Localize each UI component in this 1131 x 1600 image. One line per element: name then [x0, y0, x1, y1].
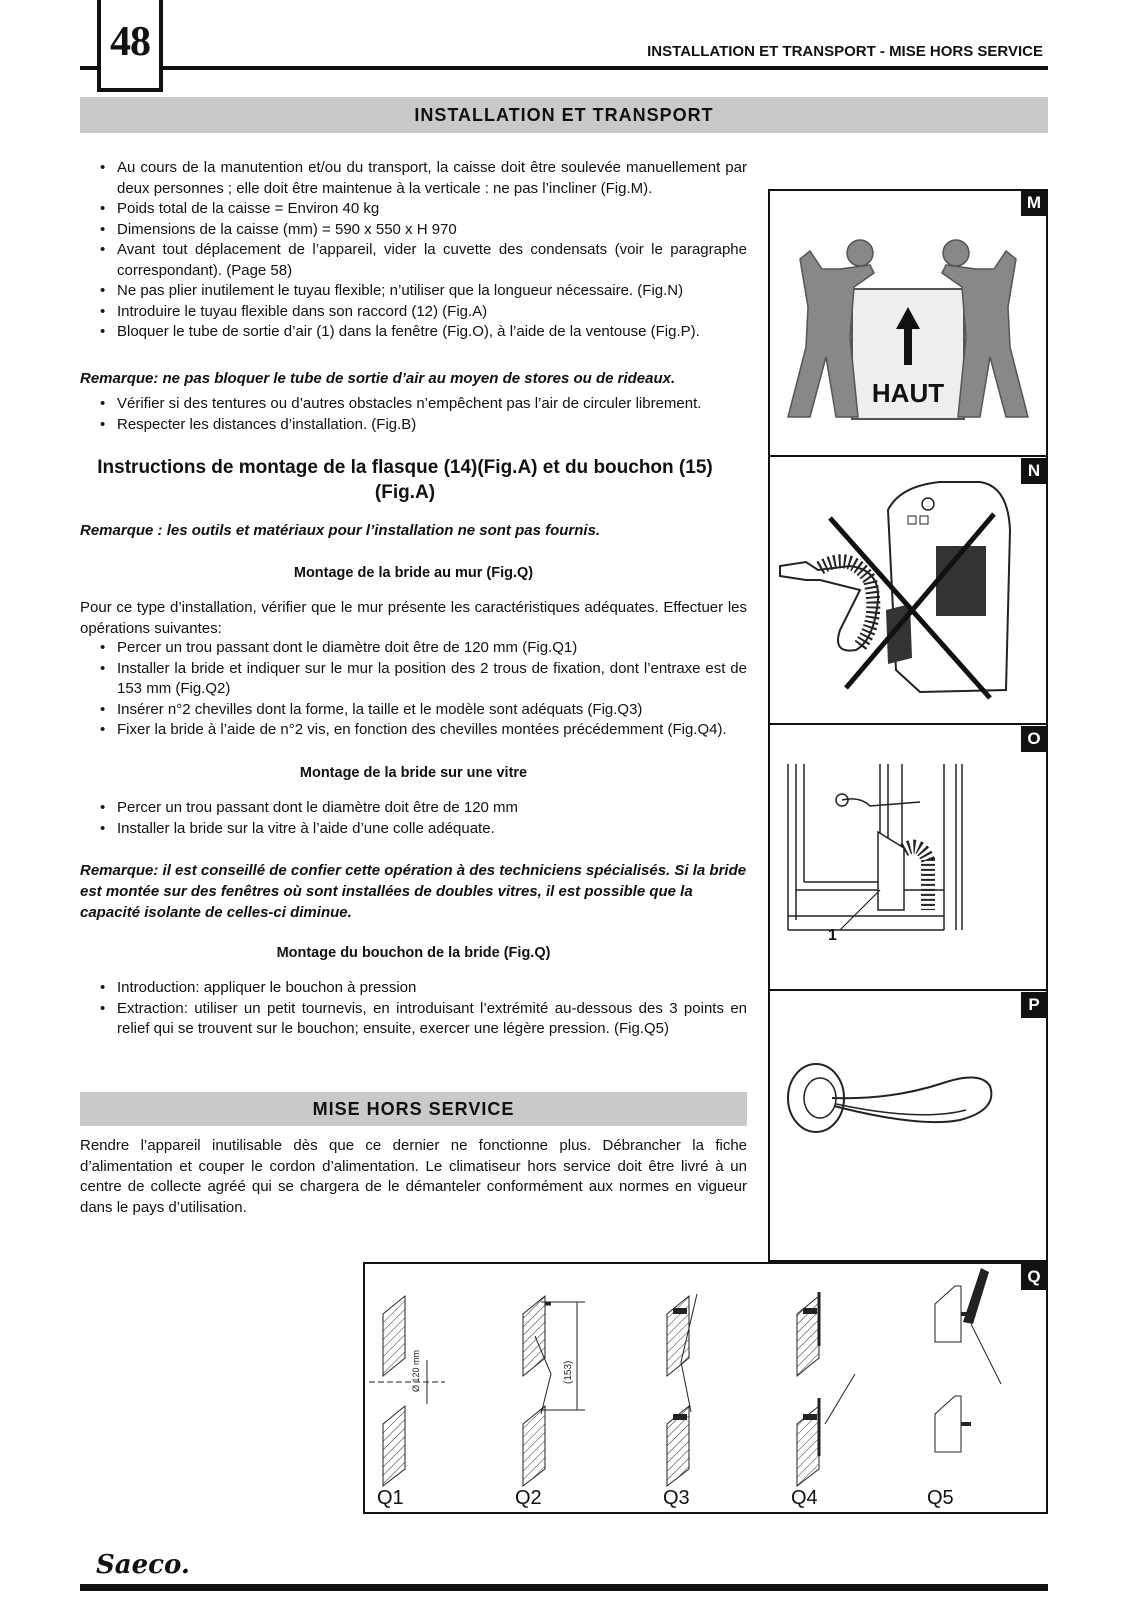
bullet-list: [80, 978, 747, 1040]
q2-label: Q2: [515, 1487, 542, 1509]
list-item: • Fixer la bride à l’aide de n°2 vis, en fonction des chevilles montées précédemment (Fig.Q4).: [100, 720, 747, 741]
haut-text: HAUT: [871, 378, 945, 408]
list-item: • Installer la bride et indiquer sur le mur la position des 2 trous de fixation, dont l’entraxe est de 153 mm (Fig.Q2): [100, 659, 747, 700]
list-item: • Percer un trou passant dont le diamètre doit être de 120 mm: [100, 798, 747, 819]
header-rule: [80, 66, 1048, 70]
montage-title: Instructions de montage de la flasque (14)(Fig.A) et du bouchon (15) (Fig.A): [97, 457, 713, 503]
subtitle-wall: Montage de la bride au mur (Fig.Q): [293, 565, 534, 581]
q1-drawing: [369, 1296, 445, 1486]
q4-drawing: [797, 1292, 855, 1486]
q1-diameter-label: Ø 120 mm: [411, 1349, 421, 1392]
wall-bullets: [80, 638, 747, 741]
figure-label-m: M: [1021, 190, 1047, 216]
installation-bullets-a: [80, 158, 747, 343]
section-title-mise-hors-service: MISE HORS SERVICE: [80, 1092, 747, 1126]
list-item: • Percer un trou passant dont le diamètre doit être de 120 mm (Fig.Q1): [100, 638, 747, 659]
list-item: • Avant tout déplacement de l’appareil, vider la cuvette des condensats (voir le paragraphe correspondant). (Page 58): [100, 240, 747, 281]
callout-1: 1: [828, 927, 837, 944]
list-item: • Introduction: appliquer le bouchon à pression: [100, 978, 747, 999]
figure-label-n: N: [1021, 458, 1047, 484]
figure-label-o: O: [1021, 726, 1047, 752]
list-item: • Introduire le tuyau flexible dans son raccord (12) (Fig.A): [100, 302, 747, 323]
q2-distance-label: (153): [563, 1360, 574, 1384]
subtitle-cap: Montage du bouchon de la bride (Fig.Q): [276, 945, 551, 961]
q4-label: Q4: [791, 1487, 818, 1509]
q3-label: Q3: [663, 1487, 690, 1509]
q2-drawing: [523, 1296, 585, 1486]
bullet-list: [80, 394, 747, 435]
figure-divider: [768, 455, 1048, 457]
list-item: • Dimensions de la caisse (mm) = 590 x 550 x H 970: [100, 220, 747, 241]
glass-bullets: [80, 798, 747, 839]
section-title-installation: INSTALLATION ET TRANSPORT: [80, 97, 1048, 133]
q5-label: Q5: [927, 1487, 954, 1509]
list-item: • Installer la bride sur la vitre à l’aide d’une colle adéquate.: [100, 819, 747, 840]
saeco-logo: Saeco.: [96, 1550, 190, 1580]
figure-o-window-installation: [770, 740, 1046, 986]
figure-label-p: P: [1021, 992, 1047, 1018]
bullet-list: [80, 638, 747, 741]
remark-tools: Remarque : les outils et matériaux pour l’installation ne sont pas fournis.: [80, 522, 601, 539]
remark-blinds: Remarque: ne pas bloquer le tube de sortie d’air au moyen de stores ou de rideaux.: [80, 370, 676, 387]
figure-n-hose-not-bent: [770, 470, 1046, 722]
figure-divider: [768, 989, 1048, 991]
list-item: • Extraction: utiliser un petit tournevis, en introduisant l’extrémité au-dessous des 3 points en relief qui se trouvent sur le bouchon; ensuite, exercer une légère pression. (Fig.Q5): [100, 999, 747, 1040]
q3-drawing: [667, 1294, 697, 1486]
list-item: • Respecter les distances d’installation. (Fig.B): [100, 415, 747, 436]
bullet-list: [80, 158, 747, 343]
figure-m-two-people-lifting: [770, 217, 1046, 453]
list-item: • Ne pas plier inutilement le tuyau flexible; n’utiliser que la longueur nécessaire. (Fig.N): [100, 281, 747, 302]
mise-hors-service-text: Rendre l’appareil inutilisable dès que ce dernier ne fonctionne plus. Débrancher la fiche d’alimentation et couper le cordon d’alimentation. Le climatiseur hors service doit être livré à un centre de collecte agréé qui se chargera de le démanteler conformément aux normes en vigueur dans le pays d’utilisation.: [80, 1137, 747, 1216]
page-number: 48: [110, 19, 150, 65]
remark-glass: Remarque: il est conseillé de confier cette opération à des techniciens spécialisés. Si la bride est montée sur des fenêtres où sont installées de doubles vitres, il est possible que la capacité isolante de celles-ci diminue.: [80, 862, 747, 921]
list-item: • Poids total de la caisse = Environ 40 kg: [100, 199, 747, 220]
wall-intro: Pour ce type d’installation, vérifier que le mur présente les caractéristiques adéquates. Effectuer les opérations suivantes:: [80, 599, 747, 637]
figure-label-q: Q: [1021, 1264, 1047, 1290]
figure-divider: [768, 723, 1048, 725]
subtitle-glass: Montage de la bride sur une vitre: [299, 765, 528, 781]
figure-p-suction-cup: [770, 1010, 1046, 1260]
q5-drawing: [935, 1268, 1001, 1452]
q1-label: Q1: [377, 1487, 404, 1509]
cap-bullets: [80, 978, 747, 1040]
list-item: • Bloquer le tube de sortie d’air (1) dans la fenêtre (Fig.O), à l’aide de la ventouse (Fig.P).: [100, 322, 747, 343]
footer-rule: [80, 1584, 1048, 1591]
installation-bullets-b: [80, 394, 747, 435]
bullet-list: [80, 798, 747, 839]
list-item: • Vérifier si des tentures ou d’autres obstacles n’empêchent pas l’air de circuler librement.: [100, 394, 747, 415]
list-item: • Au cours de la manutention et/ou du transport, la caisse doit être soulevée manuellement par deux personnes ; elle doit être maintenue à la verticale : ne pas l’incliner (Fig.M).: [100, 158, 747, 199]
list-item: • Insérer n°2 chevilles dont la forme, la taille et le modèle sont adéquats (Fig.Q3): [100, 700, 747, 721]
figure-q-flange-mounting-steps: [365, 1264, 1046, 1512]
running-header-title: INSTALLATION ET TRANSPORT - MISE HORS SERVICE: [647, 43, 1043, 60]
